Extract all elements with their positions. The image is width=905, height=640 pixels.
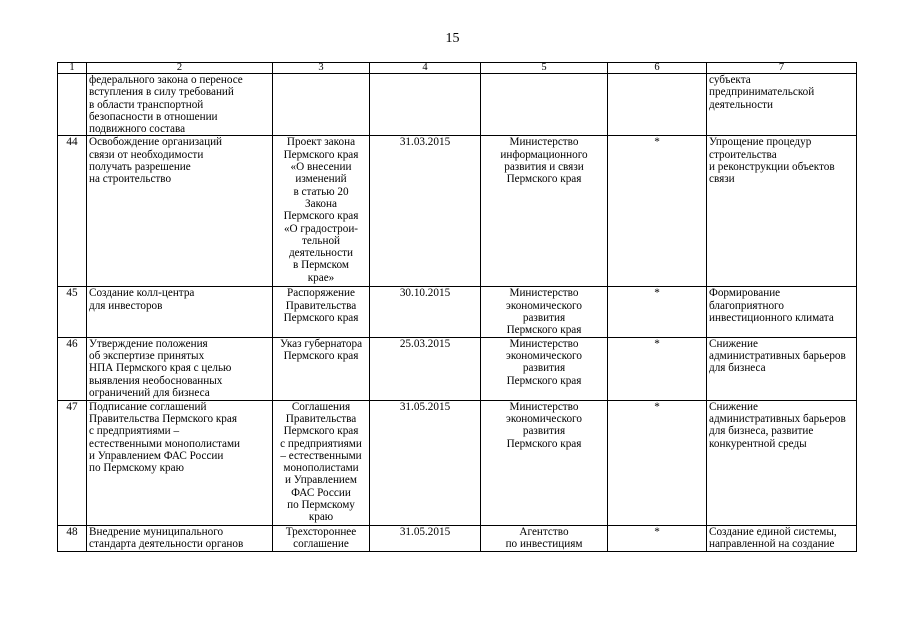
table-row (58, 74, 857, 136)
measure-cell: федерального закона о переносе вступления в силу требований в области транспортной безопасности в отношении подвижного состава (87, 74, 273, 136)
deadline-cell: 25.03.2015 (370, 337, 481, 400)
result-cell: Снижение административных барьеров для бизнеса (707, 337, 857, 400)
row-number: 44 (58, 136, 87, 287)
executor-cell: Министерство экономического развития Пермского края (481, 337, 608, 400)
co-executor-cell: * (608, 287, 707, 337)
deadline-cell: 31.05.2015 (370, 525, 481, 551)
column-number: 7 (707, 63, 857, 74)
result-cell: Формирование благоприятного инвестиционного климата (707, 287, 857, 337)
deadline-cell: 31.05.2015 (370, 400, 481, 525)
deadline-cell: 30.10.2015 (370, 287, 481, 337)
result-cell: Упрощение процедур строительства и реконструкции объектов связи (707, 136, 857, 287)
column-number-row (58, 63, 857, 74)
measures-table (57, 62, 857, 552)
executor-cell (481, 74, 608, 136)
table-row (58, 525, 857, 551)
result-cell: субъекта предпринимательской деятельности (707, 74, 857, 136)
co-executor-cell (608, 74, 707, 136)
document-cell: Трехстороннее соглашение (273, 525, 370, 551)
row-number (58, 74, 87, 136)
table-row (58, 337, 857, 400)
measure-cell: Внедрение муниципального стандарта деятельности органов (87, 525, 273, 551)
row-number: 46 (58, 337, 87, 400)
measure-cell: Подписание соглашений Правительства Пермского края с предприятиями – естественными монополистами и Управлением ФАС России по Пермскому краю (87, 400, 273, 525)
document-cell (273, 74, 370, 136)
column-number: 6 (608, 63, 707, 74)
deadline-cell (370, 74, 481, 136)
co-executor-cell: * (608, 136, 707, 287)
measure-cell: Освобождение организаций связи от необходимости получать разрешение на строительство (87, 136, 273, 287)
measure-cell: Утверждение положения об экспертизе принятых НПА Пермского края с целью выявления необоснованных ограничений для бизнеса (87, 337, 273, 400)
document-cell: Проект закона Пермского края «О внесении изменений в статью 20 Закона Пермского края «О градострои- тельной деятельности в Пермском крае» (273, 136, 370, 287)
executor-cell: Министерство информационного развития и связи Пермского края (481, 136, 608, 287)
executor-cell: Министерство экономического развития Пермского края (481, 287, 608, 337)
document-cell: Указ губернатора Пермского края (273, 337, 370, 400)
table-row (58, 287, 857, 337)
co-executor-cell: * (608, 525, 707, 551)
page-number: 15 (445, 31, 460, 46)
column-number: 5 (481, 63, 608, 74)
executor-cell: Агентство по инвестициям (481, 525, 608, 551)
row-number: 48 (58, 525, 87, 551)
deadline-cell: 31.03.2015 (370, 136, 481, 287)
row-number: 45 (58, 287, 87, 337)
row-number: 47 (58, 400, 87, 525)
table-row (58, 400, 857, 525)
table-row (58, 136, 857, 287)
executor-cell: Министерство экономического развития Пермского края (481, 400, 608, 525)
column-number: 4 (370, 63, 481, 74)
column-number: 1 (58, 63, 87, 74)
measure-cell: Создание колл-центра для инвесторов (87, 287, 273, 337)
document-cell: Соглашения Правительства Пермского края с предприятиями – естественными монополистами и Управлением ФАС России по Пермскому краю (273, 400, 370, 525)
co-executor-cell: * (608, 400, 707, 525)
result-cell: Создание единой системы, направленной на создание (707, 525, 857, 551)
column-number: 3 (273, 63, 370, 74)
document-cell: Распоряжение Правительства Пермского края (273, 287, 370, 337)
column-number: 2 (87, 63, 273, 74)
result-cell: Снижение административных барьеров для бизнеса, развитие конкурентной среды (707, 400, 857, 525)
co-executor-cell: * (608, 337, 707, 400)
